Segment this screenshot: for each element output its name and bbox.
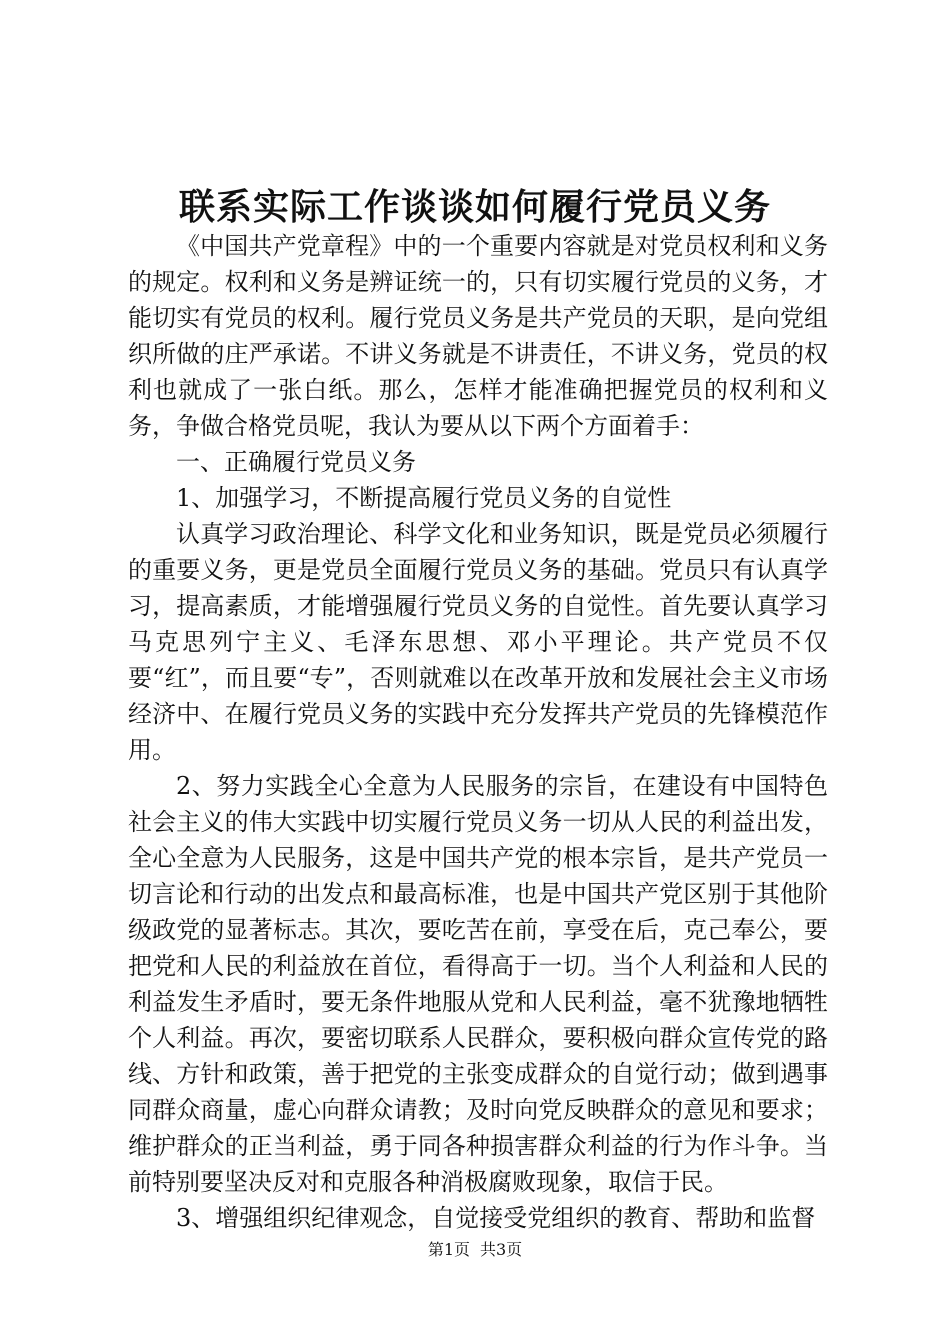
- page-number: 第1页: [427, 1240, 470, 1259]
- paragraph-serve-people: 2、努力实践全心全意为人民服务的宗旨，在建设有中国特色社会主义的伟大实践中切实履行党员义务一切从人民的利益出发，全心全意为人民服务，这是中国共产党的根本宗旨，是共产党员一切言论和行动的出发点和最高标准，也是中国共产党区别于其他阶级政党的显著标志。其次，要吃苦在前，享受在后，克己奉公，要把党和人民的利益放在首位，看得高于一切。当个人利益和人民的利益发生矛盾时，要无条件地服从党和人民利益，毫不犹豫地牺牲个人利益。再次，要密切联系人民群众，要积极向群众宣传党的路线、方针和政策，善于把党的主张变成群众的自觉行动；做到遇事同群众商量，虚心向群众请教；及时向党反映群众的意见和要求；维护群众的正当利益，勇于同各种损害群众利益的行为作斗争。当前特别要坚决反对和克服各种消极腐败现象，取信于民。: [128, 772, 828, 1196]
- section-heading-1: 一、正确履行党员义务: [176, 448, 416, 476]
- page-total: 共3页: [480, 1240, 523, 1259]
- paragraph-intro: 《中国共产党章程》中的一个重要内容就是对党员权利和义务的规定。权利和义务是辨证统一的，只有切实履行党员的义务，才能切实有党员的权利。履行党员义务是共产党员的天职，是向党组织所做的庄严承诺。不讲义务就是不讲责任，不讲义务，党员的权利也就成了一张白纸。那么，怎样才能准确把握党员的权利和义务，争做合格党员呢，我认为要从以下两个方面着手：: [128, 232, 828, 440]
- page-footer: [0, 1238, 950, 1262]
- document-title: 联系实际工作谈谈如何履行党员义务: [178, 186, 771, 228]
- paragraph-study: 认真学习政治理论、科学文化和业务知识，既是党员必须履行的重要义务，更是党员全面履行党员义务的基础。党员只有认真学习，提高素质，才能增强履行党员义务的自觉性。首先要认真学习马克思列宁主义、毛泽东思想、邓小平理论。共产党员不仅要“红”，而且要“专”，否则就难以在改革开放和发展社会主义市场经济中、在履行党员义务的实践中充分发挥共产党员的先锋模范作用。: [128, 520, 828, 764]
- document-body: [128, 228, 828, 1236]
- subsection-heading-1: 1、加强学习，不断提高履行党员义务的自觉性: [176, 484, 672, 512]
- paragraph-discipline: 3、增强组织纪律观念，自觉接受党组织的教育、帮助和监督: [176, 1204, 816, 1232]
